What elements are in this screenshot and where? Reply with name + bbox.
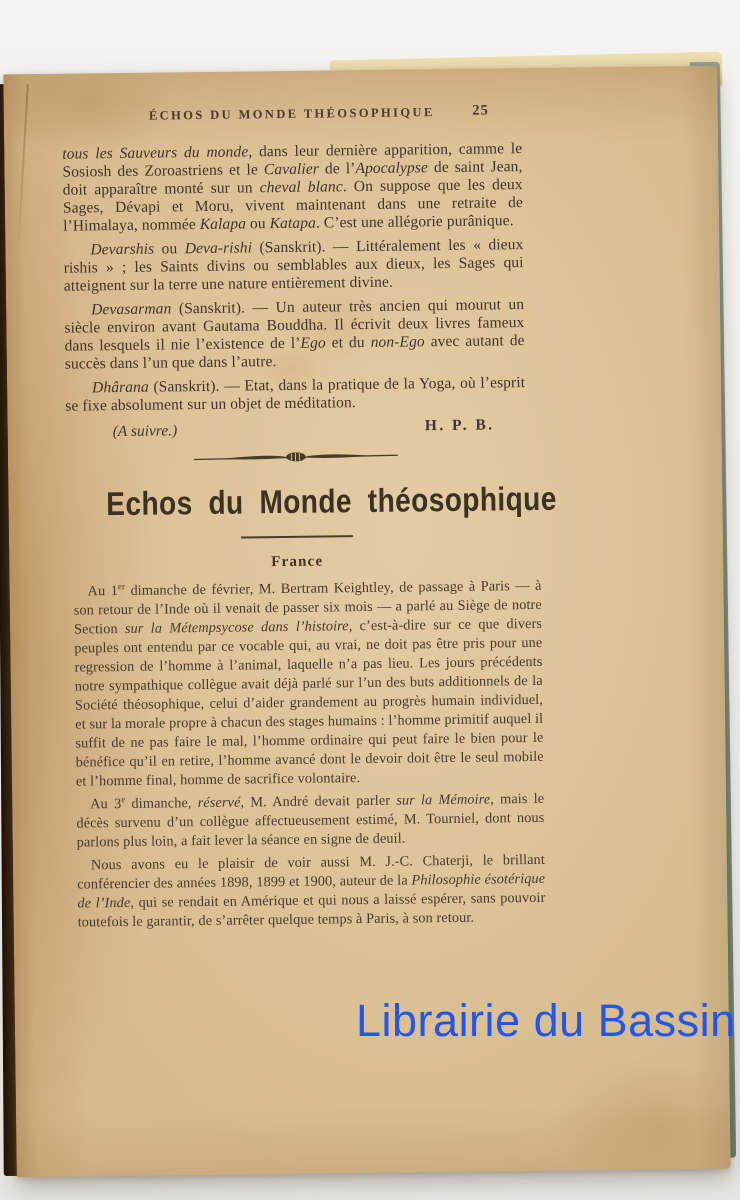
paper-crease xyxy=(18,84,29,239)
page-number: 25 xyxy=(472,102,489,119)
watermark-text: Librairie du Bassin xyxy=(356,995,736,1046)
signature-row xyxy=(66,416,526,443)
typeset-area xyxy=(62,102,557,937)
france-paragraph: Nous avons eu le plaisir de voir aussi M. J.-C. Chaterji, le brillant conférencier des années 1898, 1899 et 1900, auteur de la Philosophie ésotérique de l’Inde, qui se rendait en Amérique et qui nous a laissé espérer, sans pouvoir toutefois le garantir, de s’arrêter quelque temps à Paris, à son retour. xyxy=(77,851,546,931)
continuation-note: (A suivre.) xyxy=(112,422,178,441)
france-section xyxy=(74,577,546,933)
running-head-title: ÉCHOS DU MONDE THÉOSOPHIQUE xyxy=(148,105,435,123)
divider-ornament-icon xyxy=(193,448,399,467)
subheading-france: France xyxy=(271,553,324,571)
glossary-paragraph: Devarshis ou Deva-rishi (Sanskrit). — Littéralement les « dieux rishis » ; les Saints divins ou semblables aux dieux, les Sages qui atteignent sur la terre une nature entièrement divine. xyxy=(63,236,524,295)
glossary-section xyxy=(62,140,525,416)
glossary-paragraph: Dhârana (Sanskrit). — Etat, dans la pratique de la Yoga, où l’esprit se fixe absolument sur un objet de méditation. xyxy=(65,374,526,415)
title-rule xyxy=(241,535,353,538)
france-paragraph: Au 3e dimanche, réservé, M. André devait parler sur la Mémoire, mais le décès survenu d’un collègue affectueusement estimé, M. Tourniel, dont nous parlons plus loin, a fait lever la séance en signe de deuil. xyxy=(76,790,545,851)
section-title-text: Echos du Monde théosophique xyxy=(106,479,557,523)
glossary-paragraph: Devasarman (Sanskrit). — Un auteur très ancien qui mourut un siècle environ avant Gautama Bouddha. Il écrivit deux livres fameux dans lesquels il nie l’existence de l’Ego et du non-Ego avec autant de succès dans l’un que dans l’autre. xyxy=(64,296,525,373)
running-head xyxy=(62,104,522,125)
glossary-paragraph: tous les Sauveurs du monde, dans leur dernière apparition, camme le Sosiosh des Zoroastriens et le Cavalier de l’Apocalypse de saint Jean, doit apparaître monté sur un cheval blanc. On suppose que les deux Sages, Dévapi et Moru, vivent maintenant dans une retraite de l’Himalaya, nommée Kalapa ou Katapa. C’est une allégorie purânique. xyxy=(62,140,523,235)
france-paragraph: Au 1er dimanche de février, M. Bertram Keightley, de passage à Paris — à son retour de l’Inde où il venait de passer six mois — a parlé au Siège de notre Section sur la Métempsycose dans l’histoire, c’est-à-dire sur ce que divers peuples ont entendu par ce vocable qui, au vrai, ne doit pas être pris pour une regression de l’homme à l’animal, laquelle n’a pas lieu. Les jours précédents notre sympathique collègue avait déjà parlé sur l’un des buts additionnels de la Société théosophique, celui d’aider grandement au progrès humain individuel, et sur la morale propre à chacun des stages humains : l’homme primitif auquel il suffit de ne pas faire le mal, l’homme ordinaire qui peut faire le bien pour le bénéfice qu’il en retire, l’homme avancé dont le devoir doit être le seul mobile et l’homme final, homme de sacrifice volontaire. xyxy=(73,577,544,790)
section-title xyxy=(66,479,557,524)
author-initials: H. P. B. xyxy=(424,416,495,435)
